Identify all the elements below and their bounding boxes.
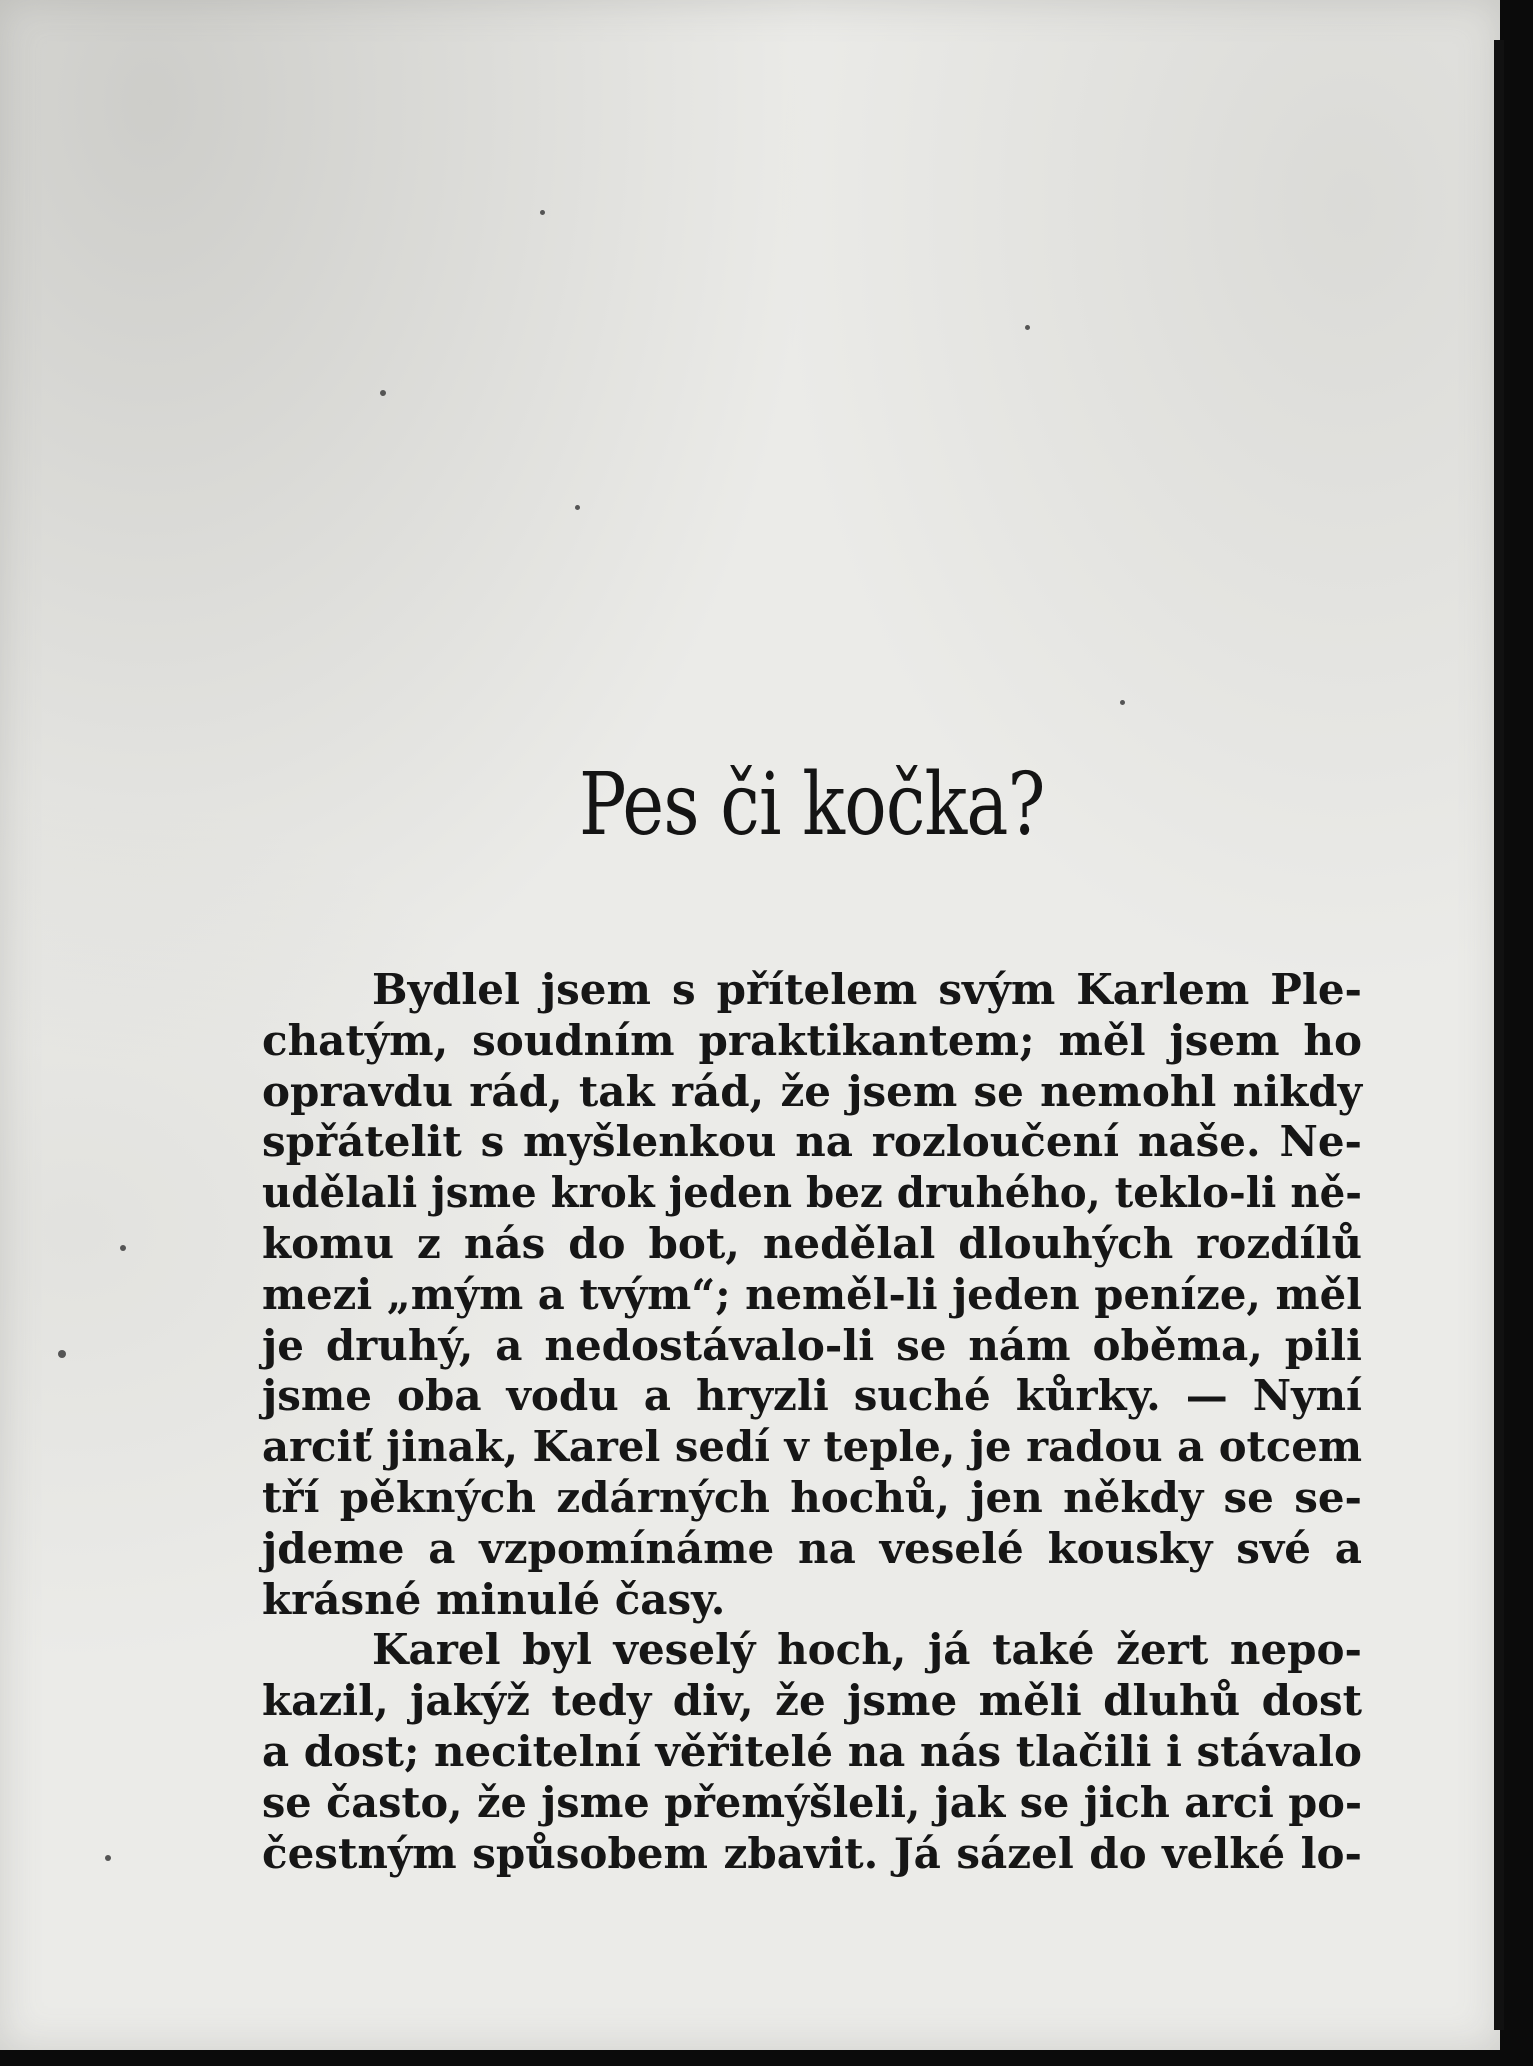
print-speck [575,505,580,510]
body-text [262,965,1362,1879]
print-speck [58,1350,66,1358]
print-speck [1120,700,1125,705]
text-line: Karel byl veselý hoch, já také žert nepo- [372,1625,1362,1675]
print-speck [120,1245,126,1251]
text-line: čestným spůsobem zbavit. Já sázel do velké lo- [262,1828,1362,1878]
text-line: udělali jsme krok jeden bez druhého, teklo-li ně- [262,1168,1362,1218]
print-speck [540,210,545,215]
text-line: spřátelit s myšlenkou na rozloučení naše. Ne- [262,1117,1362,1167]
page-edge-shadow [1494,40,1504,2030]
text-line: jsme oba vodu a hryzli suché kůrky. — Nyní [262,1371,1362,1421]
text-line: mezi „mým a tvým“; neměl-li jeden peníze, měl [262,1269,1362,1319]
text-line: je druhý, a nedostávalo-li se nám oběma, pili [262,1320,1362,1370]
text-line: a dost; necitelní věřitelé na nás tlačili i stávalo [262,1726,1362,1776]
text-line: jdeme a vzpomínáme na veselé kousky své a [262,1523,1362,1573]
text-line: arciť jinak, Karel sedí v teple, je radou a otcem [262,1422,1362,1472]
print-speck [380,390,386,396]
text-line: komu z nás do bot, nedělal dlouhých rozdílů [262,1218,1362,1268]
text-line: tří pěkných zdárných hochů, jen někdy se se- [262,1472,1362,1522]
text-line: krásné minulé časy. [262,1574,726,1624]
text-line: kazil, jakýž tedy div, že jsme měli dluhů dost [262,1676,1362,1726]
text-line: Bydlel jsem s přítelem svým Karlem Ple- [372,965,1362,1014]
text-line: se často, že jsme přemýšleli, jak se jich arci po- [262,1777,1362,1827]
page-title: Pes či kočka? [578,755,1045,855]
text-line: chatým, soudním praktikantem; měl jsem ho [262,1015,1362,1065]
text-line: opravdu rád, tak rád, že jsem se nemohl nikdy [262,1066,1362,1116]
print-speck [105,1855,111,1861]
print-speck [1025,325,1030,330]
